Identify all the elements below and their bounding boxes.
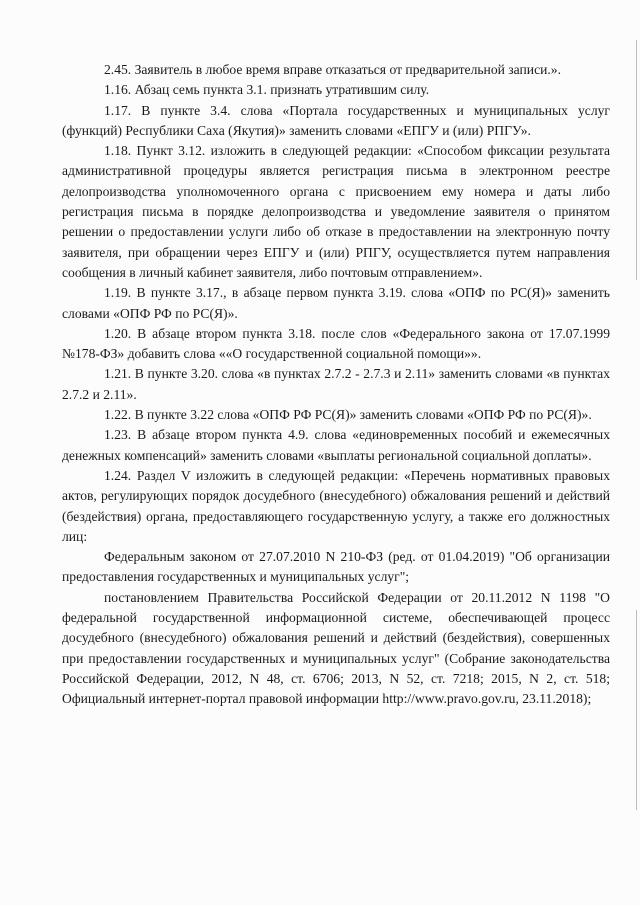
paragraph-1-21: 1.21. В пункте 3.20. слова «в пунктах 2.7.2 - 2.7.3 и 2.11» заменить словами «в пунктах 2.7.2 и 2.11».	[62, 366, 610, 402]
paragraph-2-45: 2.45. Заявитель в любое время вправе отказаться от предварительной записи.».	[104, 62, 561, 77]
scan-edge-mark	[636, 610, 637, 810]
paragraph-1-16: 1.16. Абзац семь пункта 3.1. признать утратившим силу.	[104, 82, 430, 98]
paragraph-1-19: 1.19. В пункте 3.17., в абзаце первом пункта 3.19. слова «ОПФ по РС(Я)» заменить словами «ОПФ РФ по РС(Я)».	[62, 285, 610, 321]
paragraph-government-decree: постановлением Правительства Российской Федерации от 20.11.2012 N 1198 "О федеральной государственной информационной системе, обеспечивающей процесс досудебного (внесудебного) обжалования решений и действий (бездействия), совершенных при предоставлении государственных и муниципальных услуг" (Собрание законодательства Российской Федерации, 2012, N 48, ст. 6706; 2013, N 52, ст. 7218; 2015, N 2, ст. 518; Официальный интернет-портал правовой информации http://www.pravo.gov.ru, 23.11.2018);	[62, 589, 610, 707]
paragraph-1-20: 1.20. В абзаце втором пункта 3.18. после слов «Федерального закона от 17.07.1999 №178-ФЗ» добавить слова ««О государственной социальной помощи»».	[62, 325, 610, 362]
paragraph-1-24: 1.24. Раздел V изложить в следующей редакции: «Перечень нормативных правовых актов, регулирующих порядок досудебного (внесудебного) обжалования решений и действий (бездействия) органа, предоставляющего государственную услугу, а также его должностных лиц:	[62, 467, 610, 544]
scan-edge-mark	[636, 40, 637, 280]
paragraph-1-23: 1.23. В абзаце втором пункта 4.9. слова «единовременных пособий и ежемесячных денежных компенсаций» заменить словами «выплаты региональной социальной доплаты».	[62, 427, 610, 463]
paragraph-1-17: 1.17. В пункте 3.4. слова «Портала государственных и муниципальных услуг (функций) Республики Саха (Якутия)» заменить словами «ЕПГУ и (или) РПГУ».	[62, 102, 610, 138]
paragraph-1-22: 1.22. В пункте 3.22 слова «ОПФ РФ РС(Я)» заменить словами «ОПФ РФ по РС(Я)».	[104, 407, 592, 423]
paragraph-1-18: 1.18. Пункт 3.12. изложить в следующей редакции: «Способом фиксации результата административной процедуры является регистрация письма в электронном реестре делопроизводства уполномоченного органа с присвоением ему номера и даты либо регистрация письма в порядке делопроизводства и уведомление заявителя о принятом решении о предоставлении услуги либо об отказе в предоставлении на электронную почту заявителя, при обращении через ЕПГУ и (или) РПГУ, осуществляется путем направления сообщения в личный кабинет заявителя, либо почтовым отправлением».	[62, 143, 610, 280]
paragraph-federal-law: Федеральным законом от 27.07.2010 N 210-ФЗ (ред. от 01.04.2019) "Об организации предоставления государственных и муниципальных услуг";	[62, 549, 610, 585]
